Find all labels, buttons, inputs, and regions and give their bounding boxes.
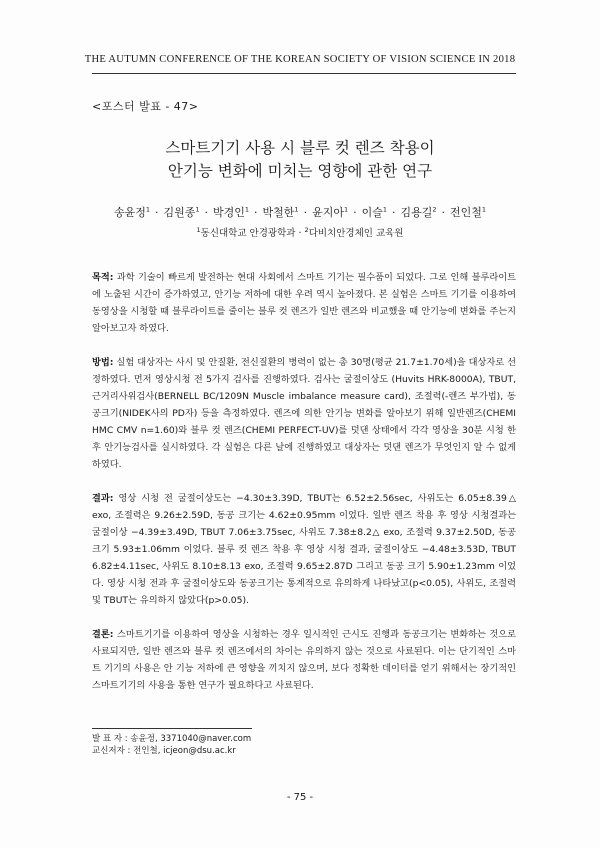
section-text: 과학 기술이 빠르게 발전하는 현대 사회에서 스마트 기기는 필수품이 되었다. 그로 인해 블루라이트에 노출된 시간이 증가하였고, 안기능 저하에 대한 우려 역시 높아졌다. 본 실험은 스마트 기기를 이용하여 동영상을 시청할 때 블루라이트를 줄이는 블루 컷 렌즈가 일반 렌즈와 비교했을 때 안기능에 변화를 주는지 알아보고자 하였다.: [92, 272, 516, 334]
presenter-contact: 발 표 자 : 송윤정, 3371040@naver.com: [92, 734, 252, 744]
author-affiliation-mark: 1: [382, 205, 387, 214]
author-separator: ·: [353, 206, 357, 219]
author-affiliation-mark: 1: [145, 205, 150, 214]
affiliation-name: 다비치안경체인 교육원: [308, 228, 404, 239]
section-text: 스마트기기를 이용하여 영상을 시청하는 경우 일시적인 근시도 진행과 동공크기는 변화하는 것으로 사료되지만, 일반 렌즈와 블루 컷 렌즈에서의 차이는 유의하지 않는 것으로 사료된다. 이는 단기적인 스마트 기기의 사용은 안 기능 저하에 큰 영향을 끼치지 않으며, 보다 정확한 데이터를 얻기 위해서는 장기적인 스마트기기의 사용을 통한 연구가 필요하다고 사료된다.: [92, 629, 516, 691]
author-separator: ·: [303, 206, 308, 219]
footnotes: [92, 733, 251, 757]
conference-header: THE AUTUMN CONFERENCE OF THE KOREAN SOCIETY OF VISION SCIENCE IN 2018: [84, 54, 516, 65]
author-separator: ·: [154, 206, 159, 219]
author-separator: ·: [441, 206, 446, 219]
header-rule: [92, 73, 516, 74]
author-separator: ·: [254, 206, 258, 219]
author-name: 전인철: [450, 206, 482, 219]
author-affiliation-mark: 1: [244, 205, 250, 214]
abstract-body: [92, 269, 516, 711]
abstract-results: [92, 490, 516, 609]
author-name: 박경인: [213, 206, 245, 219]
corresponding-contact: 교신저자 : 전인철, icjeon@dsu.ac.kr: [92, 746, 236, 756]
section-text: 영상 시청 전 굴절이상도는 −4.30±3.39D, TBUT는 6.52±2.56sec, 사위도는 6.05±8.39△ exo, 조절력은 9.26±2.59D, 동공 크기는 4.62±0.95mm 이었다. 일반 렌즈 착용 후 영상 시청결과는 굴절이상 −4.39±3.49D, TBUT 7.06±3.75sec, 사위도 7.38±8.2△ exo, 조절력 9.37±2.50D, 동공 크기 5.93±1.06mm 이었다. 블루 컷 렌즈 착용 후 영상 시청 결과, 굴절이상도 −4.48±3.53D, TBUT 6.82±4.11sec, 사위도 8.10±8.13 exo, 조절력 9.65±2.87D 그리고 동공 크기 5.90±1.23mm 이었다. 영상 시청 전과 후 굴절이상도와 동공크기는 통계적으로 유의하게 나타났고(p<0.05), 사위도, 조절력 및 TBUT는 유의하지 않았다(p>0.05).: [92, 493, 516, 606]
author-list: [0, 204, 600, 220]
author-name: 김용길: [400, 206, 433, 219]
author-name: 송윤정: [113, 206, 146, 219]
paper-title: [0, 137, 600, 183]
author-name: 윤지아: [312, 206, 344, 219]
section-label: 목적:: [92, 272, 114, 283]
author-name: 이슬: [361, 206, 383, 219]
section-text: 실험 대상자는 사시 및 안질환, 전신질환의 병력이 없는 총 30명(평균 21.7±1.70세)을 대상자로 선정하였다. 먼저 영상시청 전 5가지 검사를 진행하였다. 검사는 굴절이상도 (Huvits HRK-8000A), TBUT, 근거리사위검사(BERNELL BC/1209N Muscle imbalance measure card), 조절력(-렌즈 부가법), 동공크기(NIDEK사의 PD자) 등을 측정하였다. 렌즈에 의한 안기능 변화를 알아보기 위해 일반렌즈(CHEMI HMC CMV n=1.60)와 블루 컷 렌즈(CHEMI PERFECT-UV)를 덧댄 상태에서 각각 영상을 30분 시청 한 후 안기능검사를 실시하였다. 각 실험은 다른 날에 진행하였고 대상자는 덧댄 렌즈가 무엇인지 알 수 없게 하였다.: [92, 357, 516, 470]
section-label: 결론:: [92, 629, 114, 640]
author-affiliation-mark: 1: [294, 205, 299, 214]
page-number: - 75 -: [286, 792, 314, 803]
affiliation-number: 2: [304, 225, 309, 234]
author-affiliation-mark: 2: [432, 205, 437, 214]
affiliation-separator: ·: [298, 228, 302, 239]
session-tag: <포스터 발표 - 47>: [92, 100, 199, 113]
affiliation-name: 동신대학교 안경광학과: [200, 228, 296, 239]
section-label: 결과:: [92, 493, 114, 504]
author-affiliation-mark: 1: [343, 205, 349, 214]
title-line-1: 스마트기기 사용 시 블루 컷 렌즈 착용이: [165, 139, 435, 157]
title-line-2: 안기능 변화에 미치는 영향에 관한 연구: [167, 162, 433, 180]
author-separator: ·: [204, 206, 208, 219]
abstract-methods: [92, 354, 516, 473]
footnote-rule: [92, 728, 252, 729]
affiliation-number: 1: [196, 225, 201, 234]
affiliation-line: [0, 225, 600, 239]
abstract-purpose: [92, 269, 516, 337]
author-affiliation-mark: 1: [481, 205, 487, 214]
author-name: 박철한: [262, 206, 295, 219]
author-affiliation-mark: 1: [195, 205, 200, 214]
section-label: 방법:: [92, 357, 114, 368]
abstract-conclusion: [92, 626, 516, 694]
author-separator: ·: [392, 206, 396, 219]
author-name: 김원종: [163, 206, 196, 219]
